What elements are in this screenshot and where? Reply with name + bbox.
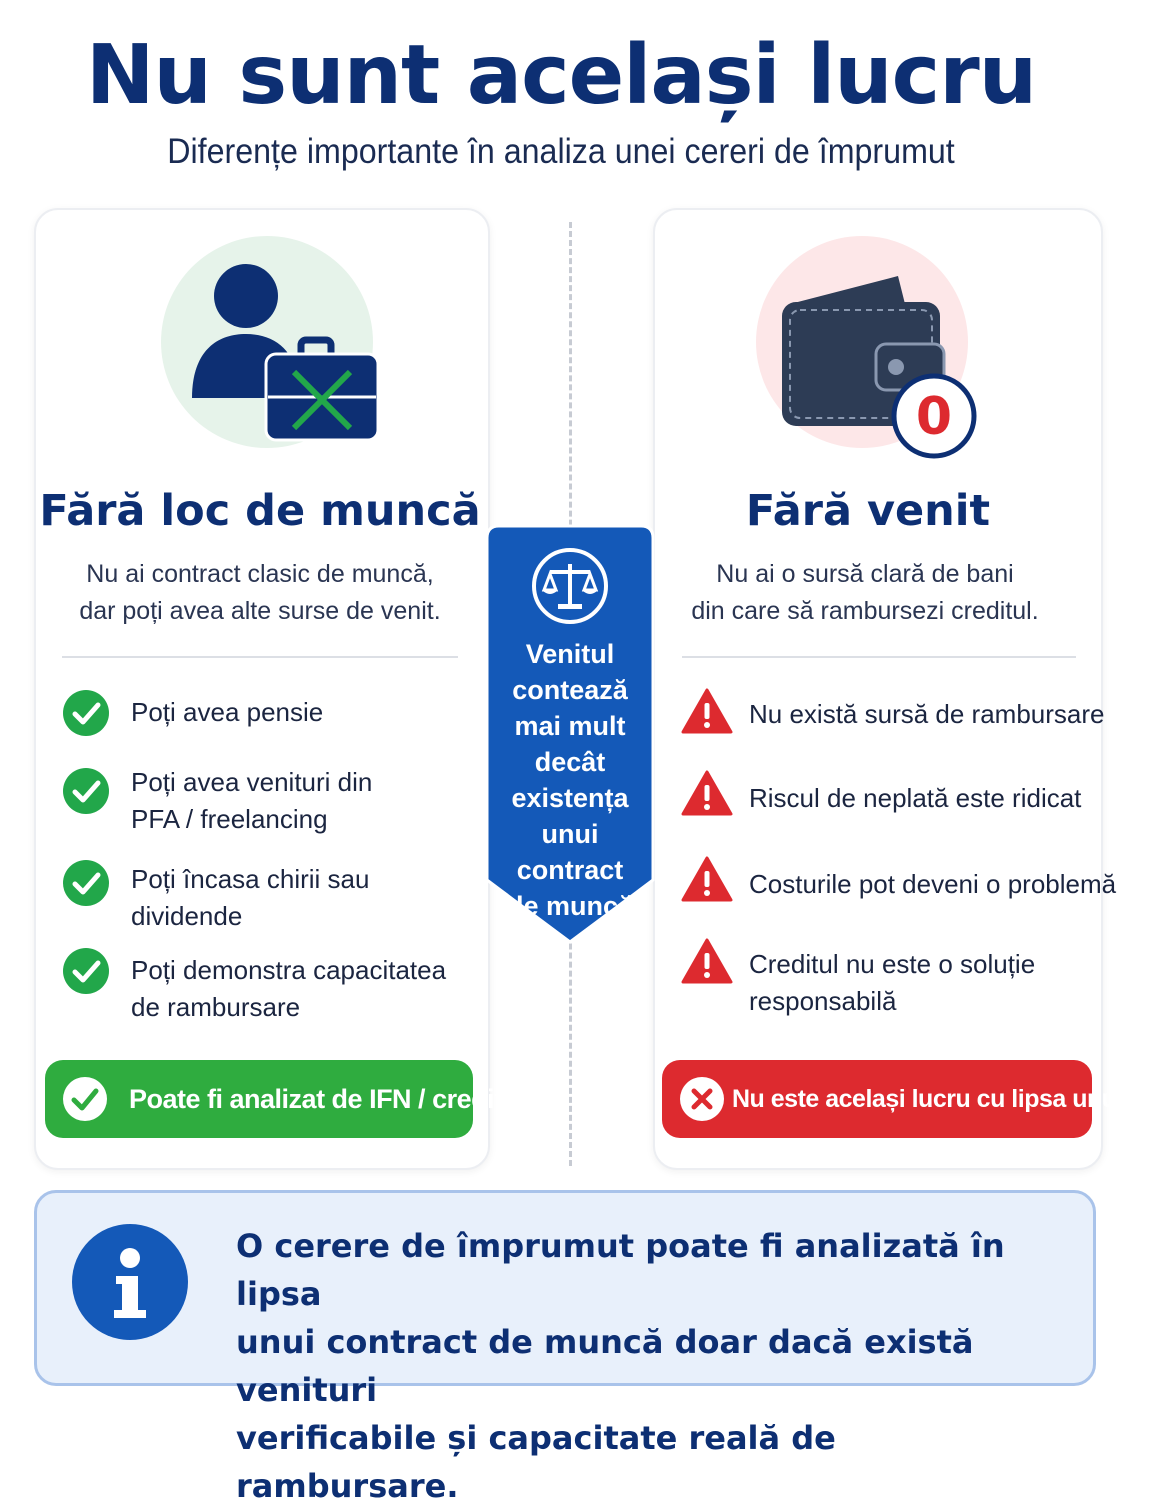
check-icon	[63, 768, 109, 814]
list-item-line: de rambursare	[131, 992, 301, 1022]
warning-icon	[681, 856, 733, 902]
close-icon	[680, 1077, 724, 1121]
info-line: O cerere de împrumut poate fi analizată în lipsa	[236, 1227, 1005, 1313]
list-item-line: responsabilă	[749, 986, 897, 1016]
left-desc-line2: dar poți avea alte surse de venit.	[79, 597, 441, 625]
info-icon	[72, 1224, 188, 1340]
list-item	[131, 764, 372, 838]
person-with-crossed-briefcase-icon	[186, 262, 386, 448]
right-card-title: Fără venit	[745, 486, 991, 536]
badge-line: Venitul	[525, 639, 615, 669]
info-line: verificabile și capacitate reală de rambursare.	[236, 1419, 836, 1505]
right-card-description	[660, 556, 1070, 630]
list-item-line: Creditul nu este o soluție	[749, 949, 1036, 979]
page-title: Nu sunt același lucru	[85, 28, 1037, 123]
warning-icon	[681, 938, 733, 984]
badge-line: mai mult	[514, 711, 626, 741]
badge-line: decât	[534, 747, 606, 777]
list-item-line: Poți demonstra capacitatea	[131, 955, 447, 985]
pill-label: Nu este același lucru cu lipsa unui job	[732, 1085, 1165, 1113]
check-icon	[63, 860, 109, 906]
page-subtitle: Diferențe importante în analiza unei cereri de împrumut	[167, 132, 955, 171]
list-item-line: Poți încasa chirii sau	[131, 864, 370, 894]
wallet-zero-badge: 0	[915, 387, 953, 447]
right-desc-line1: Nu ai o sursă clară de bani	[716, 560, 1014, 588]
pill-label: Poate fi analizat de IFN / creditor	[129, 1084, 529, 1114]
badge-line: de muncă	[506, 891, 634, 921]
badge-line: existența	[511, 783, 629, 813]
warning-icon	[681, 770, 733, 816]
left-separator	[62, 656, 458, 658]
analyzable-status-pill	[45, 1060, 529, 1138]
left-card-title: Fără loc de muncă	[39, 486, 481, 536]
list-item-line: Riscul de neplată este ridicat	[749, 783, 1082, 813]
center-badge-text	[489, 636, 651, 924]
info-line: unui contract de muncă doar dacă există venituri	[236, 1323, 974, 1409]
scales-icon	[530, 546, 610, 626]
list-item	[749, 780, 1081, 817]
list-item-line: Nu există sursă de rambursare	[749, 699, 1105, 729]
list-item	[749, 866, 1116, 903]
check-icon	[63, 690, 109, 736]
list-item	[131, 694, 323, 731]
list-item-line: Costurile pot deveni o problemă	[749, 869, 1117, 899]
right-desc-line2: din care să rambursezi creditul.	[691, 597, 1039, 625]
not-same-status-pill	[662, 1060, 1165, 1138]
left-desc-line1: Nu ai contract clasic de muncă,	[86, 560, 434, 588]
list-item-line: Poți avea pensie	[131, 697, 324, 727]
list-item	[131, 861, 369, 935]
badge-line: unui contract	[516, 819, 624, 885]
check-icon	[63, 1077, 107, 1121]
check-icon	[63, 948, 109, 994]
list-item-line: PFA / freelancing	[131, 804, 328, 834]
list-item-line: dividende	[131, 901, 243, 931]
badge-line: contează	[512, 675, 628, 705]
list-item	[749, 696, 1104, 733]
list-item	[131, 952, 446, 1026]
list-item	[749, 946, 1035, 1020]
left-card-description	[40, 556, 480, 630]
right-separator	[682, 656, 1076, 658]
list-item-line: Poți avea venituri din	[131, 767, 373, 797]
warning-icon	[681, 688, 733, 734]
info-text	[236, 1222, 1056, 1510]
